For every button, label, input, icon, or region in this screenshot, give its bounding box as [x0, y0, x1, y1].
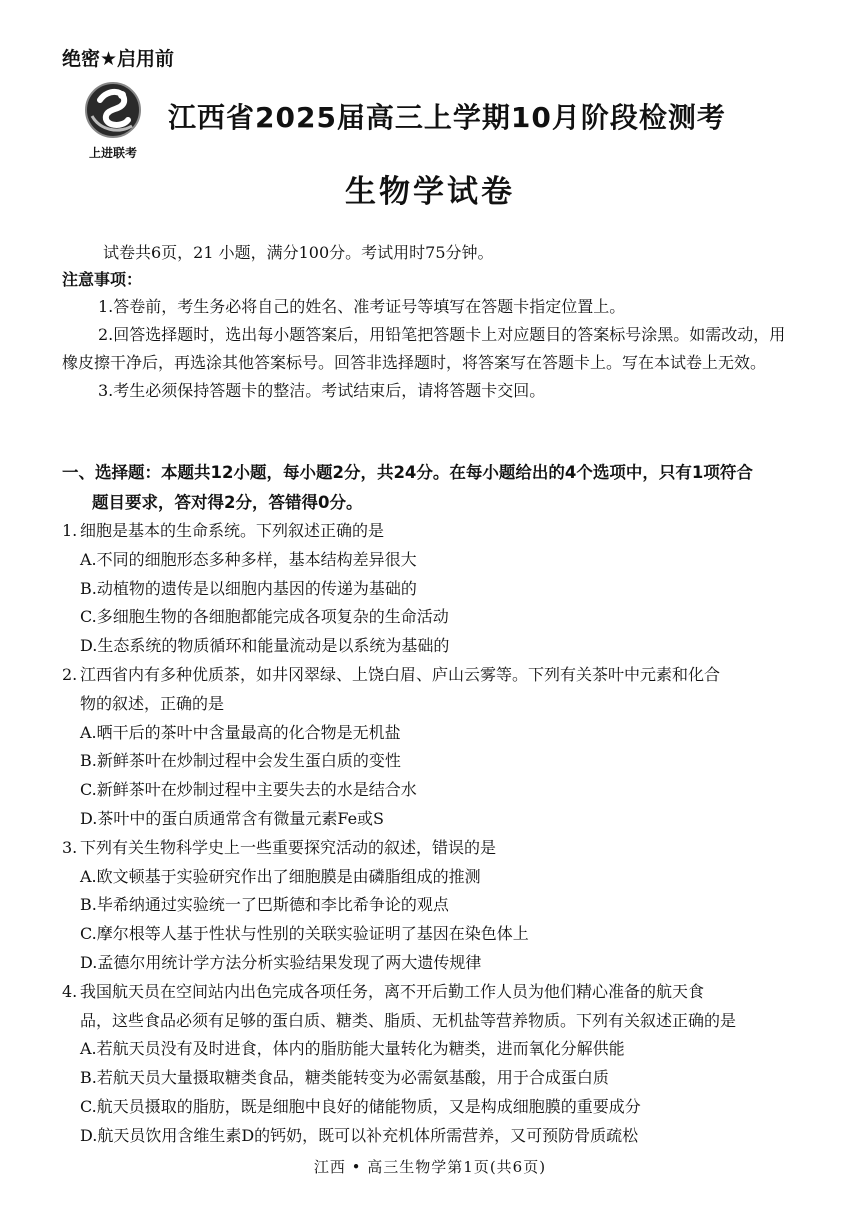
question-text: 我国航天员在空间站内出色完成各项任务，离不开后勤工作人员为他们精心准备的航天食 — [80, 981, 705, 1001]
question-option: A.不同的细胞形态多种多样，基本结构差异很大 — [80, 549, 417, 569]
section-heading-line: 题目要求，答对得2分，答错得0分。 — [92, 493, 363, 512]
question-stem — [62, 834, 802, 863]
question-option: B.毕希纳通过实验统一了巴斯德和李比希争论的观点 — [80, 895, 449, 915]
page-footer: 江西 • 高三生物学第1页(共6页) — [313, 1158, 547, 1176]
question-option: C.多细胞生物的各细胞都能完成各项复杂的生命活动 — [80, 607, 449, 627]
question-option: C.新鲜茶叶在炒制过程中主要失去的水是结合水 — [80, 780, 417, 800]
question-option: A.晒干后的茶叶中含量最高的化合物是无机盐 — [80, 722, 401, 742]
section-heading — [62, 458, 802, 518]
question-text-cont: 物的叙述，正确的是 — [80, 693, 225, 713]
question-number: 3. — [62, 837, 78, 857]
notice-list — [62, 293, 797, 405]
exam-title: 江西省2025届高三上学期10月阶段检测考 — [168, 101, 726, 134]
question-option: A.欧文顿基于实验研究作出了细胞膜是由磷脂组成的推测 — [80, 866, 481, 886]
question-number: 1. — [62, 521, 78, 540]
question-text: 下列有关生物科学史上一些重要探究活动的叙述，错误的是 — [80, 837, 497, 857]
shangjin-logo-icon — [78, 80, 148, 162]
question-number: 4. — [62, 981, 78, 1001]
question-option: D.茶叶中的蛋白质通常含有微量元素Fe或S — [80, 808, 385, 828]
secret-label: 绝密★启用前 — [62, 48, 175, 70]
question-stem — [62, 978, 802, 1007]
question — [62, 978, 802, 1151]
notice-item: 1.答卷前，考生务必将自己的姓名、准考证号等填写在答题卡指定位置上。 — [98, 297, 626, 316]
question-option: C.航天员摄取的脂肪，既是细胞中良好的储能物质，又是构成细胞膜的重要成分 — [80, 1096, 641, 1116]
question-text: 江西省内有多种优质茶，如井冈翠绿、上饶白眉、庐山云雾等。下列有关茶叶中元素和化合 — [80, 664, 721, 684]
question-stem — [62, 661, 802, 690]
question-option: D.生态系统的物质循环和能量流动是以系统为基础的 — [80, 636, 450, 656]
notice-item: 3.考生必须保持答题卡的整洁。考试结束后，请将答题卡交回。 — [98, 381, 546, 400]
question-text: 细胞是基本的生命系统。下列叙述正确的是 — [80, 521, 385, 540]
question — [62, 517, 802, 661]
exam-intro: 试卷共6页，21 小题，满分100分。考试用时75分钟。 — [103, 243, 494, 262]
question-list — [62, 517, 802, 1151]
question-option: D.航天员饮用含维生素D的钙奶，既可以补充机体所需营养，又可预防骨质疏松 — [80, 1125, 639, 1145]
question-option: B.若航天员大量摄取糖类食品，糖类能转变为必需氨基酸，用于合成蛋白质 — [80, 1068, 609, 1088]
question-text-cont: 品，这些食品必须有足够的蛋白质、糖类、脂质、无机盐等营养物质。下列有关叙述正确的是 — [80, 1010, 737, 1030]
question-stem — [62, 517, 802, 546]
notice-title: 注意事项： — [62, 270, 143, 289]
question-option: D.孟德尔用统计学方法分析实验结果发现了两大遗传规律 — [80, 952, 482, 972]
section-heading-line: 一、选择题：本题共12小题，每小题2分，共24分。在每小题给出的4个选项中，只有1项符合 — [62, 463, 753, 482]
question — [62, 661, 802, 834]
question-option: B.新鲜茶叶在炒制过程中会发生蛋白质的变性 — [80, 751, 401, 771]
question-option: B.动植物的遗传是以细胞内基因的传递为基础的 — [80, 578, 417, 598]
notice-item: 2.回答选择题时，选出每小题答案后，用铅笔把答题卡上对应题目的答案标号涂黑。如需改动，用橡皮擦干净后，再选涂其他答案标号。回答非选择题时，将答案写在答题卡上。写在本试卷上无效。 — [62, 325, 786, 372]
exam-subject-title: 生物学试卷 — [345, 174, 515, 210]
question — [62, 834, 802, 978]
logo-text: 上进联考 — [88, 146, 138, 160]
question-option: A.若航天员没有及时进食，体内的脂肪能大量转化为糖类，进而氧化分解供能 — [80, 1039, 625, 1059]
question-number: 2. — [62, 664, 78, 684]
question-option: C.摩尔根等人基于性状与性别的关联实验证明了基因在染色体上 — [80, 924, 529, 944]
